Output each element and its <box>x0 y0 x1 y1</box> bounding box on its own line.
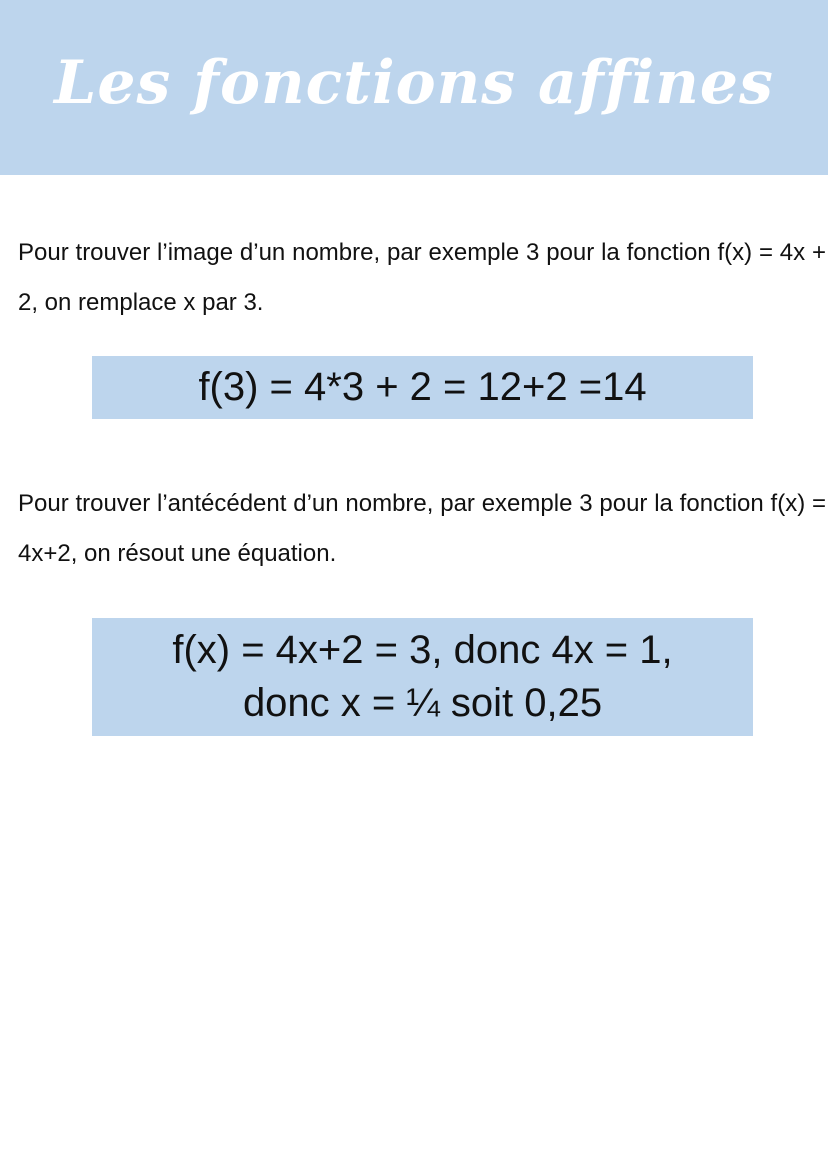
image-formula-box <box>92 356 753 419</box>
image-formula: f(3) = 4*3 + 2 = 12+2 =14 <box>198 365 647 409</box>
header-band <box>0 0 828 175</box>
antecedent-formula-box <box>92 618 753 736</box>
page-title: Les fonctions affines <box>54 48 774 118</box>
antecedent-formula-line-1: f(x) = 4x+2 = 3, donc 4x = 1, <box>172 628 673 672</box>
antecedent-formula-line-2: donc x = ¼ soit 0,25 <box>242 681 603 725</box>
antecedent-explanation-paragraph: Pour trouver l’antécédent d’un nombre, par exemple 3 pour la fonction f(x) = 4x+2, on résout une équation. <box>18 490 826 567</box>
image-explanation-paragraph: Pour trouver l’image d’un nombre, par exemple 3 pour la fonction f(x) = 4x + 2, on remplace x par 3. <box>18 239 826 316</box>
